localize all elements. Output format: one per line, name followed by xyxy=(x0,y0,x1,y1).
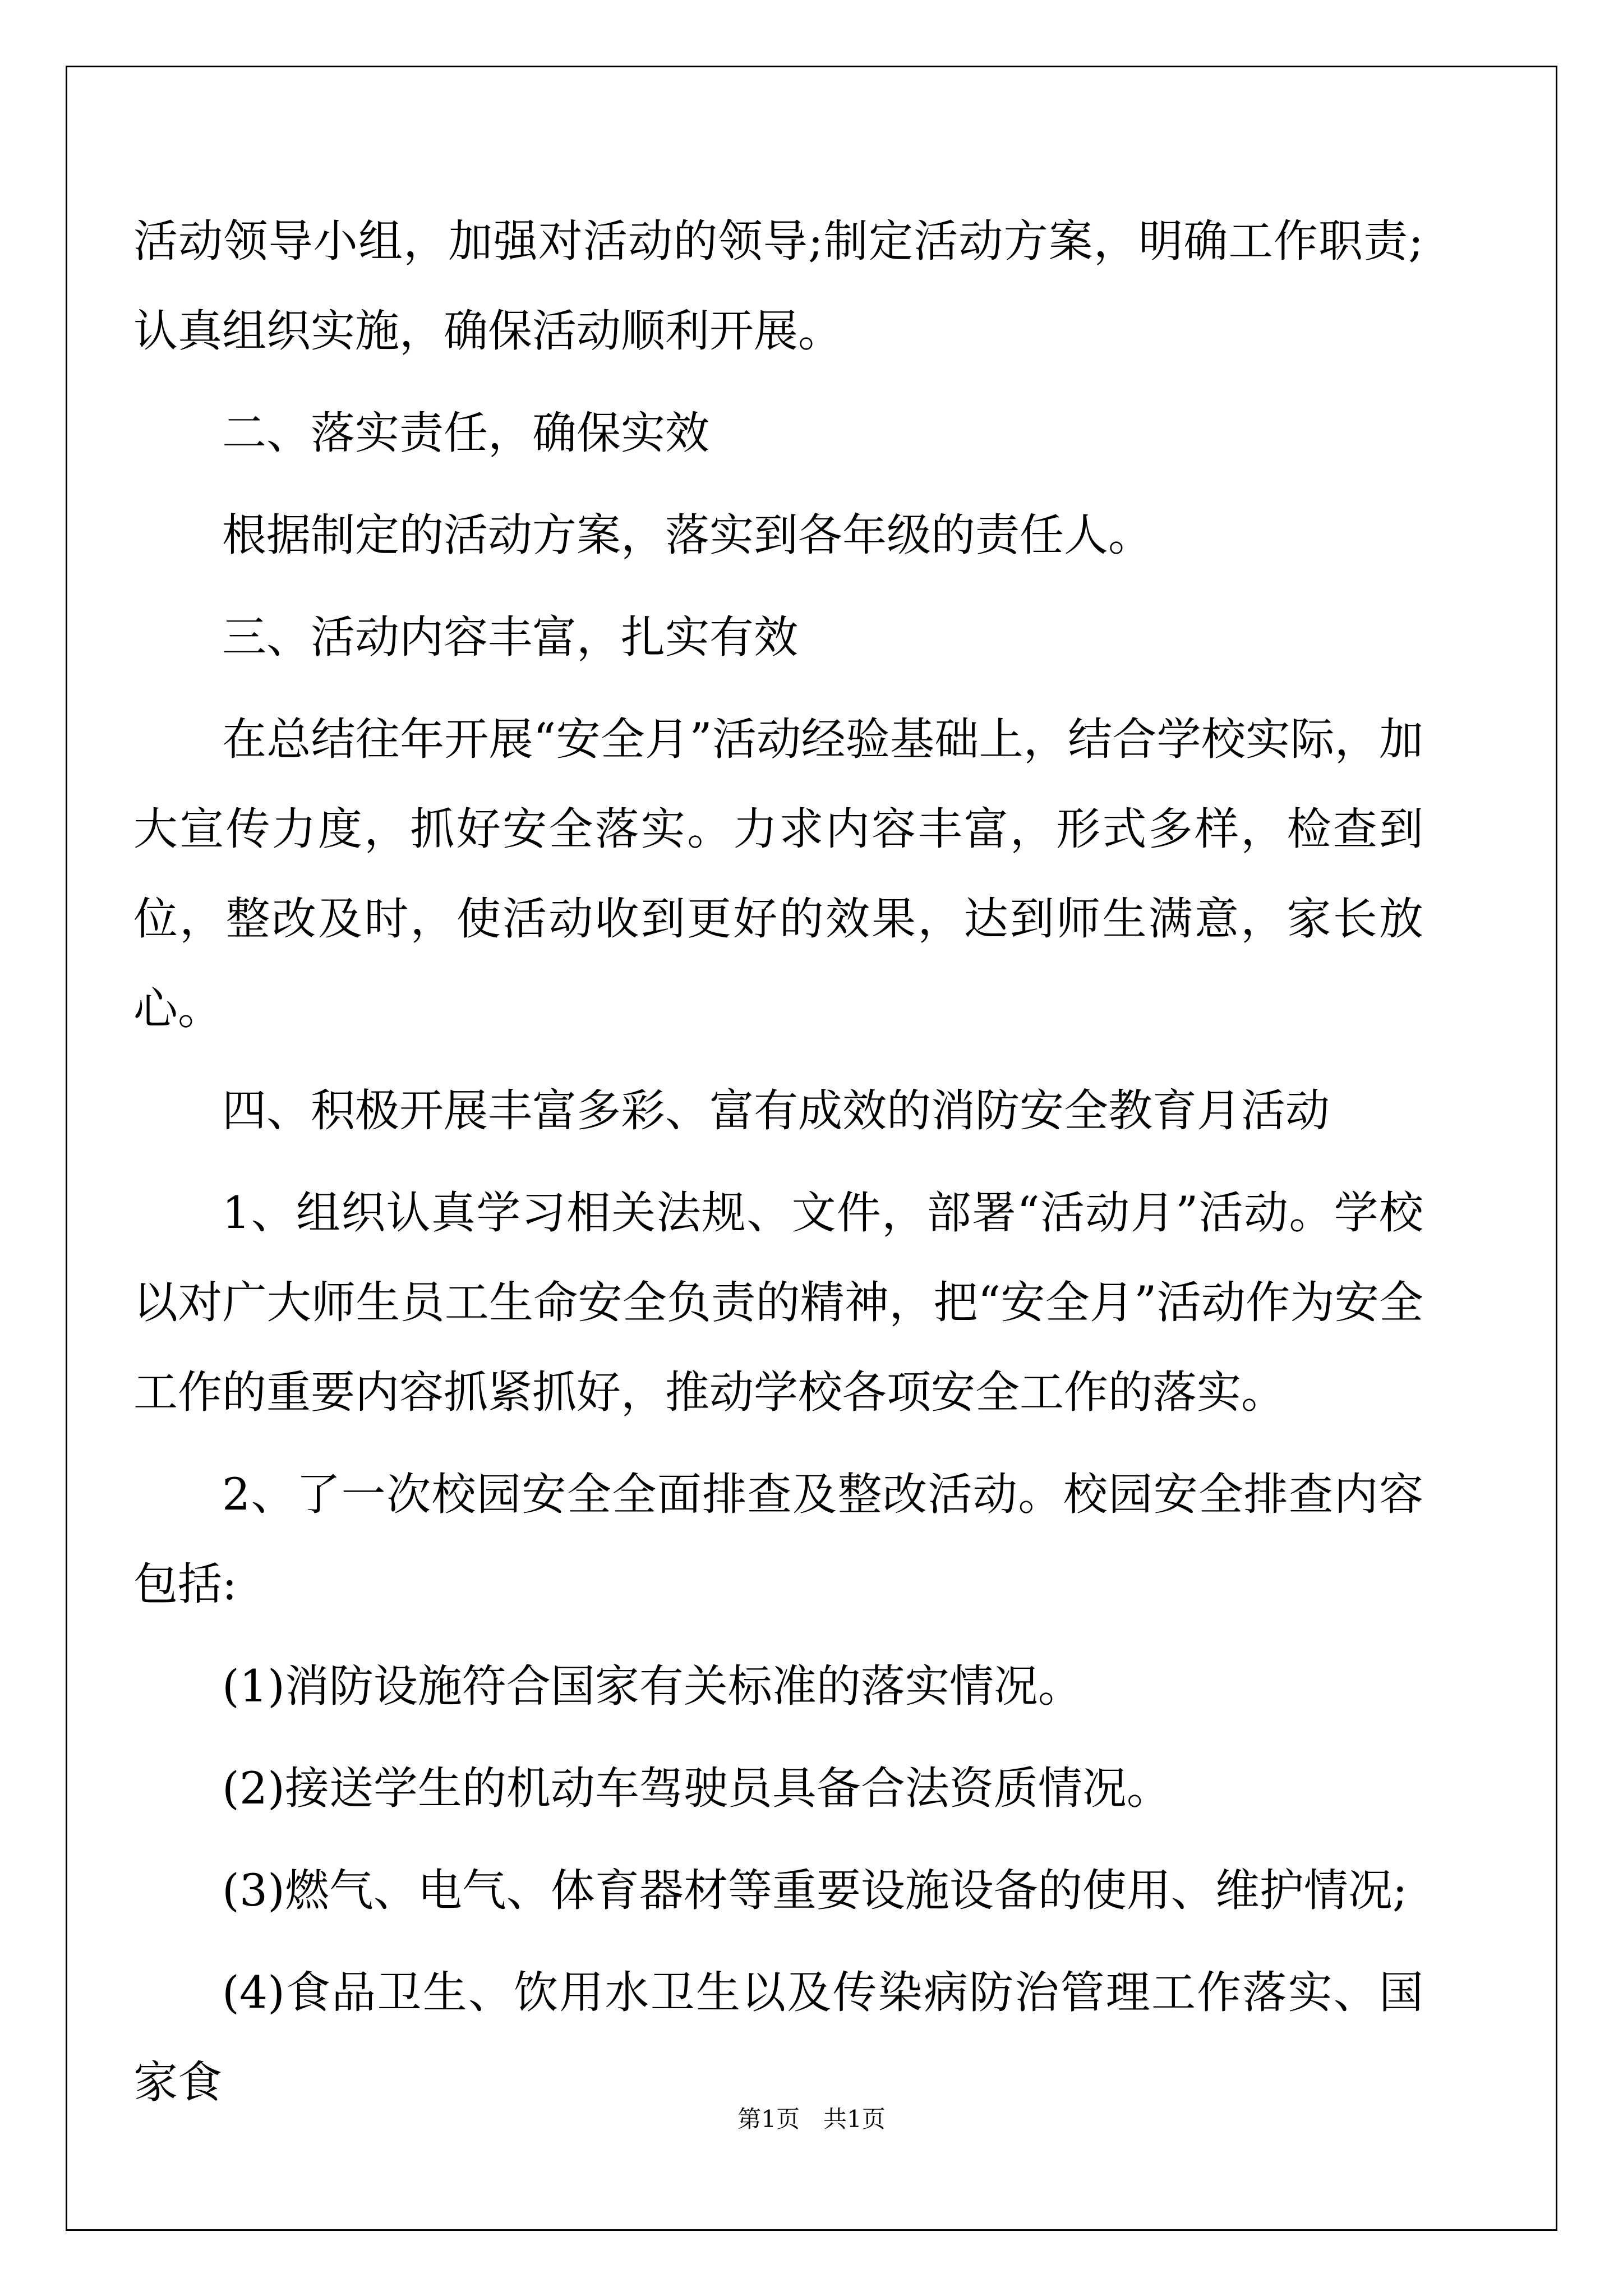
sub-list-item: (1)消防设施符合国家有关标准的落实情况。 xyxy=(222,1660,1082,1712)
page-number: 第1页 共1页 xyxy=(737,2105,886,2133)
paragraph: 在总结往年开展“安全月”活动经验基础上，结合学校实际，加大宣传力度，抓好安全落实。力求内容丰富，形式多样，检查到位，整改及时，使活动收到更好的效果，达到师生满意，家长放心。 xyxy=(133,714,1423,1034)
list-item: 1、组织认真学习相关法规、文件，部署“活动月”活动。学校以对广大师生员工生命安全负责的精神，把“安全月”活动作为安全工作的重要内容抓紧抓好，推动学校各项安全工作的落实。 xyxy=(133,1187,1423,1418)
section-heading-4: 四、积极开展丰富多彩、富有成效的消防安全教育月活动 xyxy=(222,1085,1330,1137)
sub-list-item: (4)食品卫生、饮用水卫生以及传染病防治管理工作落实、国家食 xyxy=(133,1967,1423,2108)
section-heading-2: 二、落实责任，确保实效 xyxy=(222,407,709,459)
list-item: 2、了一次校园安全全面排查及整改活动。校园安全排查内容包括: xyxy=(133,1469,1423,1610)
paragraph: 根据制定的活动方案，落实到各年级的责任人。 xyxy=(222,509,1152,561)
paragraph-continuation: 活动领导小组，加强对活动的领导;制定活动方案，明确工作职责;认真组织实施，确保活动顺利开展。 xyxy=(133,215,1423,357)
document-body xyxy=(133,196,1423,2127)
sub-list-item: (3)燃气、电气、体育器材等重要设施设备的使用、维护情况; xyxy=(222,1865,1408,1916)
section-heading-3: 三、活动内容丰富，扎实有效 xyxy=(222,611,798,663)
sub-list-item: (2)接送学生的机动车驾驶员具备合法资质情况。 xyxy=(222,1763,1171,1814)
